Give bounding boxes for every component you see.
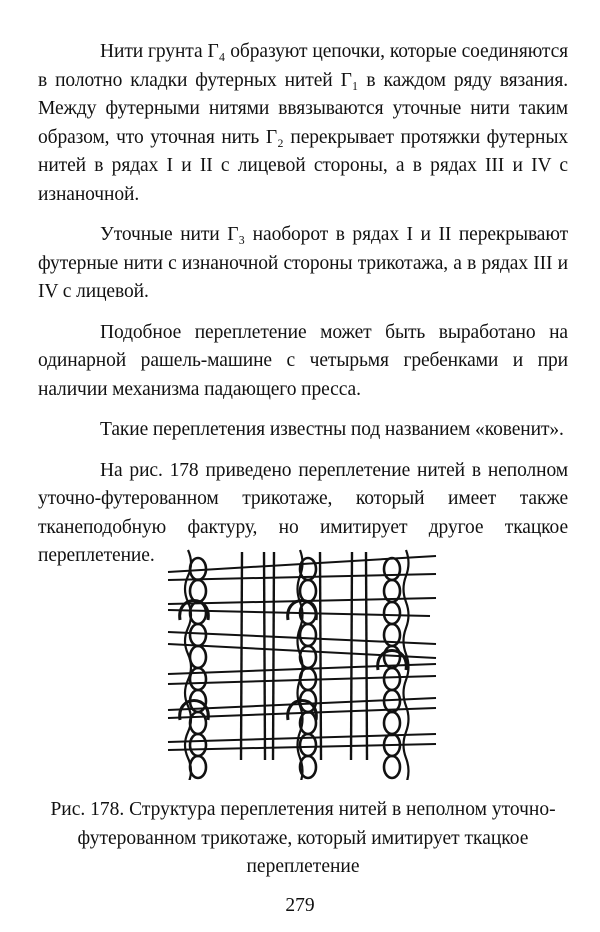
chain-stitch-loop: [384, 558, 400, 580]
body-text: [38, 38, 568, 583]
chain-stitch-loop: [384, 756, 400, 778]
chain-stitch-loop: [190, 712, 206, 734]
chain-stitch-loop: [384, 602, 400, 624]
paragraph-2: Уточные нити Г₃ наоборот в рядах I и II перекрывают футерные нити с изнаночной стороны трикотажа, а в рядах III и IV с лицевой.: [38, 224, 568, 302]
chain-stitch-loop: [190, 580, 206, 602]
chain-stitch-loop: [190, 734, 206, 756]
weft-thread: [168, 744, 436, 750]
vertical-thread: [241, 552, 242, 760]
figure-178-illustration: [160, 548, 440, 780]
vertical-thread: [351, 552, 352, 760]
chain-stitch-loop: [190, 756, 206, 778]
paragraph-4: Такие переплетения известны под названием «ковенит».: [100, 419, 564, 440]
knit-structure-drawing: [160, 548, 440, 780]
vertical-thread: [273, 552, 274, 760]
vertical-thread: [320, 552, 321, 760]
paragraph-1: Нити грунта Г₄ образуют цепочки, которые соединяются в полотно кладки футерных нитей Г₁ в каждом ряду вязания. Между футерными нитями ввязываются уточные нити таким образом, что уточная нить Г₂ перекрывает протяжки футерных нитей в рядах I и II с лицевой стороны, а в рядах III и IV с изнаночной.: [38, 41, 568, 205]
page-number: 279: [285, 895, 315, 916]
chain-stitch-loop: [300, 624, 316, 646]
chain-stitch-loop: [190, 624, 206, 646]
figure-caption: Рис. 178. Структура переплетения нитей в неполном уточно-футерованном трикотаже, который имитирует ткацкое переплетение: [50, 799, 556, 877]
paragraph-5: На рис. 178 приведено переплетение нитей в неполном уточно-футерованном трикотаже, который имеет также тканеподобную фактуру, но имитирует другое ткацкое переплетение.: [38, 459, 568, 566]
chain-stitch-loop: [190, 668, 206, 690]
chain-stitch-loop: [300, 646, 316, 668]
chain-stitch-loop: [384, 712, 400, 734]
chain-stitch-loop: [384, 668, 400, 690]
vertical-thread: [264, 552, 265, 760]
chain-stitch-loop: [300, 580, 316, 602]
paragraph-3: Подобное переплетение может быть выработано на одинарной рашель-машине с четырьмя гребенками и при наличии механизма падающего пресса.: [38, 321, 568, 400]
vertical-thread: [366, 552, 367, 760]
chain-stitch-loop: [190, 646, 206, 668]
